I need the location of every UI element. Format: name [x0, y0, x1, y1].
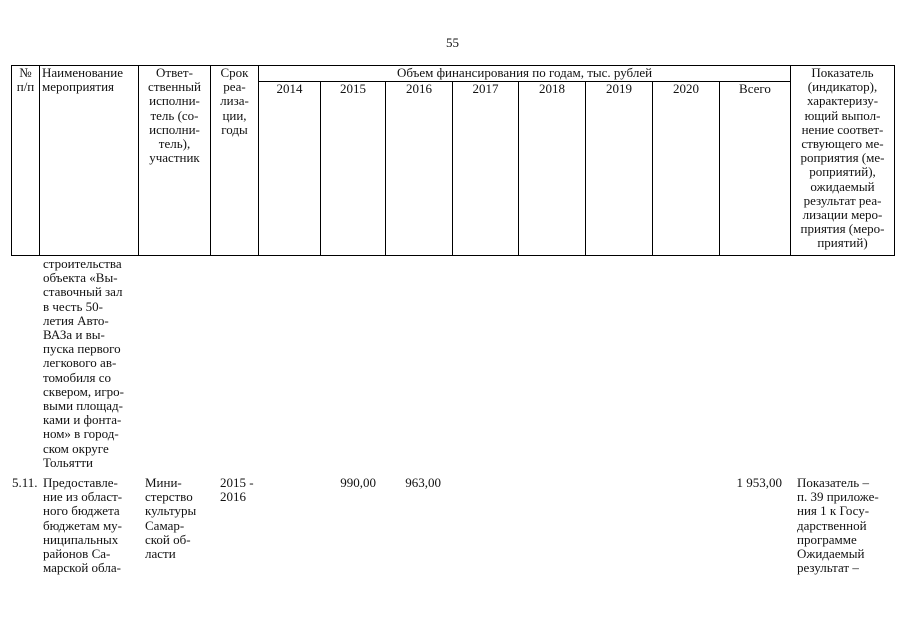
header-year-2015: 2015	[340, 82, 366, 96]
row-2-value-2015: 990,00	[340, 476, 376, 490]
row-2-value-total: 1 953,00	[736, 476, 782, 490]
header-funding-title: Объем финансирования по годам, тыс. рублей	[396, 66, 653, 80]
header-responsible: Ответ- ственный исполни- тель (со- исполни- тель), участник	[148, 66, 201, 166]
header-year-2018: 2018	[539, 82, 565, 96]
header-num: № п/п	[16, 66, 35, 95]
header-total: Всего	[739, 82, 771, 96]
row-2-term: 2015 - 2016	[220, 476, 254, 505]
row-2-indicator: Показатель – п. 39 приложе- ния 1 к Госу- дарственной программе Ожидаемый результат –	[797, 476, 879, 576]
header-term: Срок реа- лиза- ции, годы	[220, 66, 249, 137]
header-indicator: Показатель (индикатор), характеризу- ющий выпол- нение соответ- ствующего ме- роприятия (ме- роприятий), ожидаемый результат реа- лизации меро- приятия (меро- приятий)	[800, 66, 885, 251]
row-2-value-2016: 963,00	[405, 476, 441, 490]
header-year-2017: 2017	[472, 82, 499, 96]
row-2-num: 5.11.	[12, 476, 38, 490]
row-2-responsible: Мини- стерство культуры Самар- ской об- ласти	[145, 476, 197, 562]
page-number: 55	[446, 35, 459, 50]
row-2-name: Предоставле- ние из област- ного бюджета бюджетам му- ниципальных районов Са- марской обла-	[43, 476, 123, 576]
row-1-name: строительства объекта «Вы- ставочный зал в честь 50- летия Авто- ВАЗа и вы- пуска первого легкового ав- томобиля со сквером, игро- выми площад- ками и фонта- ном» в город- ском округе Тольятти	[43, 257, 125, 470]
header-name: Наименование мероприятия	[42, 66, 123, 95]
header-year-2020: 2020	[673, 82, 699, 96]
header-year-2014: 2014	[276, 82, 303, 96]
header-year-2016: 2016	[406, 82, 432, 96]
header-year-2019: 2019	[606, 82, 632, 96]
